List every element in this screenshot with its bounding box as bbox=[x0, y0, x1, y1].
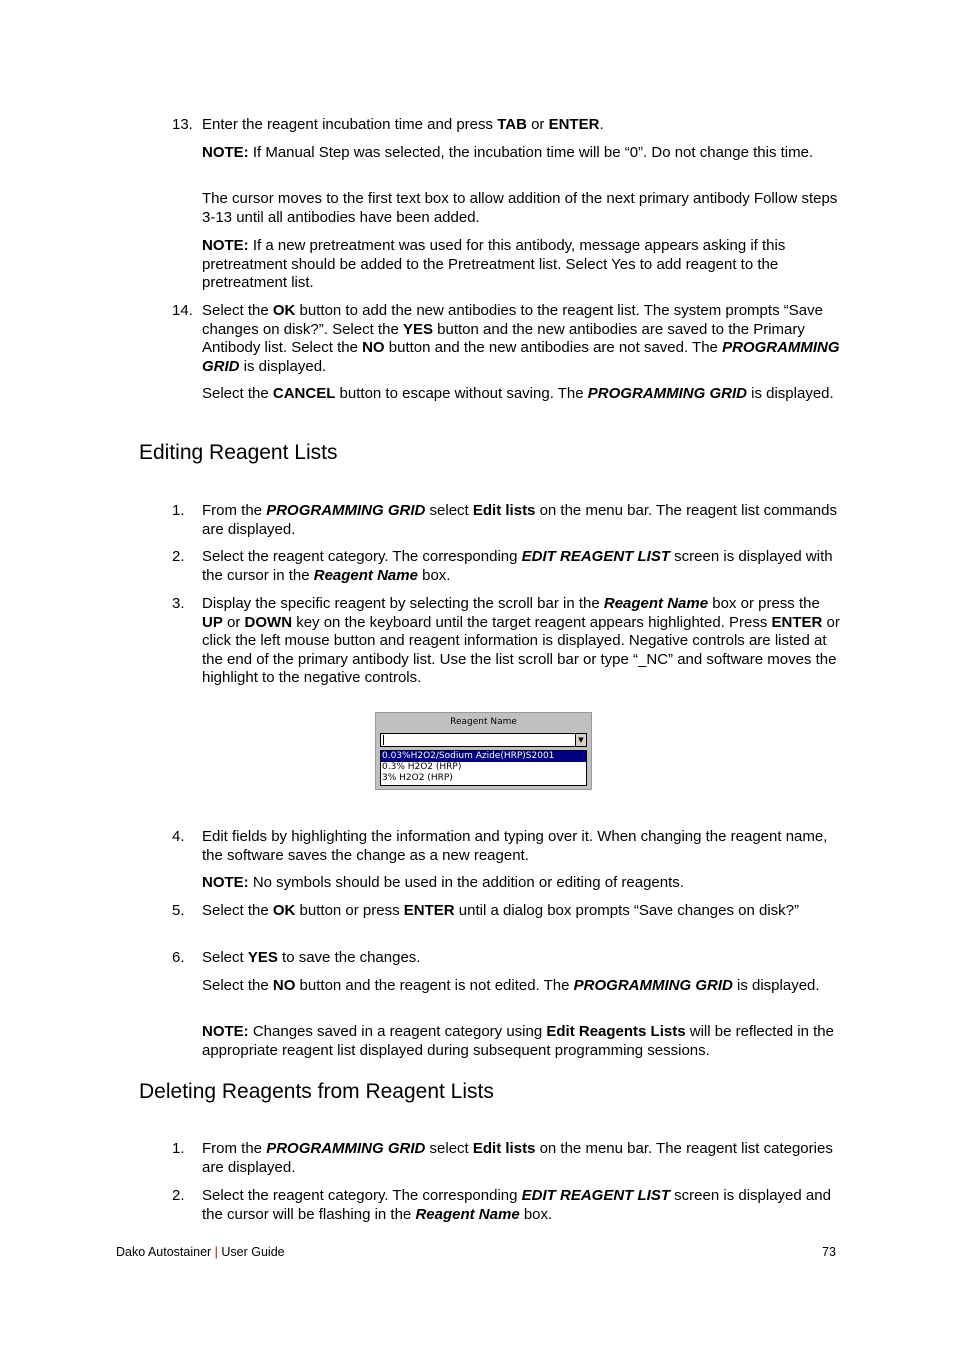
edit-step-2: Select the reagent category. The corresponding EDIT REAGENT LIST screen is displayed with the cursor in the Reagent Name box. bbox=[202, 548, 833, 584]
step-13: Enter the reagent incubation time and press TAB or ENTER. bbox=[202, 116, 604, 133]
reagent-name-input[interactable] bbox=[380, 733, 587, 747]
footer-title: Dako Autostainer | User Guide bbox=[116, 1245, 285, 1259]
note-manual-step: NOTE: If Manual Step was selected, the incubation time will be “0”. Do not change this time. bbox=[202, 144, 814, 161]
list-item[interactable]: 0.3% H2O2 (HRP) bbox=[382, 762, 462, 772]
note-no-symbols: NOTE: No symbols should be used in the addition or editing of reagents. bbox=[202, 874, 684, 891]
edit-step-4: Edit fields by highlighting the information and typing over it. When changing the reagent name, the software saves the change as a new reagent. bbox=[202, 828, 828, 864]
list-number: 4. bbox=[172, 828, 185, 845]
edit-step-1: From the PROGRAMMING GRID select Edit lists on the menu bar. The reagent list commands are displayed. bbox=[202, 502, 837, 538]
paragraph-cursor: The cursor moves to the first text box to allow addition of the next primary antibody Follow steps 3-13 until all antibodies have been added. bbox=[202, 190, 838, 226]
footer-separator: | bbox=[214, 1245, 218, 1259]
list-number: 1. bbox=[172, 1140, 185, 1157]
delete-step-1: From the PROGRAMMING GRID select Edit lists on the menu bar. The reagent list categories are displayed. bbox=[202, 1140, 833, 1176]
list-item[interactable]: 3% H2O2 (HRP) bbox=[382, 773, 453, 783]
text-cursor bbox=[383, 735, 384, 745]
list-number: 6. bbox=[172, 949, 185, 966]
reagent-list[interactable] bbox=[380, 750, 587, 786]
note-pretreatment: NOTE: If a new pretreatment was used for this antibody, message appears asking if this pretreatment should be added to the Pretreatment list. Select Yes to add reagent to the pretreatment list. bbox=[202, 237, 786, 291]
list-number: 14. bbox=[172, 302, 193, 319]
list-number: 13. bbox=[172, 116, 193, 133]
page-number: 73 bbox=[822, 1245, 836, 1259]
dropdown-arrow-icon[interactable]: ▼ bbox=[575, 734, 586, 746]
reagent-name-widget bbox=[375, 712, 592, 790]
paragraph-cancel: Select the CANCEL button to escape without saving. The PROGRAMMING GRID is displayed. bbox=[202, 385, 834, 402]
note-changes-saved: NOTE: Changes saved in a reagent category using Edit Reagents Lists will be reflected in the appropriate reagent list displayed during subsequent programming sessions. bbox=[202, 1023, 834, 1059]
edit-step-3: Display the specific reagent by selecting the scroll bar in the Reagent Name box or press the UP or DOWN key on the keyboard until the target reagent appears highlighted. Press ENTER or click the left mouse button and reagent information is displayed. Negative controls are listed at the end of the primary antibody list. Use the list scroll bar or type “_NC” and software moves the highlight to the negative controls. bbox=[202, 595, 840, 686]
list-number: 1. bbox=[172, 502, 185, 519]
list-number: 3. bbox=[172, 595, 185, 612]
heading-editing-reagent-lists: Editing Reagent Lists bbox=[139, 441, 338, 464]
delete-step-2: Select the reagent category. The corresponding EDIT REAGENT LIST screen is displayed and the cursor will be flashing in the Reagent Name box. bbox=[202, 1187, 831, 1223]
list-number: 2. bbox=[172, 1187, 185, 1204]
list-number: 2. bbox=[172, 548, 185, 565]
list-item-selected[interactable]: 0.03%H2O2/Sodium Azide(HRP)S2001 bbox=[381, 751, 586, 762]
step-14: Select the OK button to add the new antibodies to the reagent list. The system prompts “Save changes on disk?”. Select the YES button and the new antibodies are saved to the Primary Antibody list. Select the NO button and the new antibodies are not saved. The PROGRAMMING GRID is displayed. bbox=[202, 302, 840, 375]
heading-deleting-reagents: Deleting Reagents from Reagent Lists bbox=[139, 1080, 494, 1103]
paragraph-no-button: Select the NO button and the reagent is not edited. The PROGRAMMING GRID is displayed. bbox=[202, 977, 820, 994]
edit-step-6: Select YES to save the changes. bbox=[202, 949, 421, 966]
reagent-name-label: Reagent Name bbox=[450, 717, 517, 727]
edit-step-5: Select the OK button or press ENTER until a dialog box prompts “Save changes on disk?” bbox=[202, 902, 800, 919]
list-number: 5. bbox=[172, 902, 185, 919]
